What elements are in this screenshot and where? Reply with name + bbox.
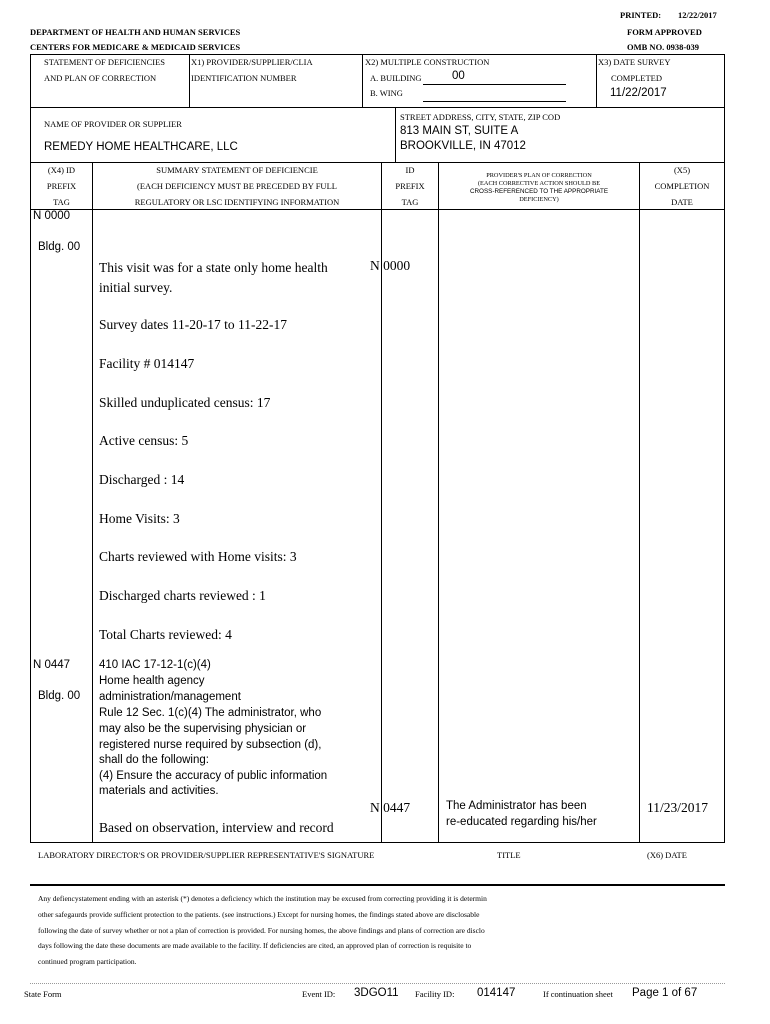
rule-line-2: Home health agency xyxy=(99,675,205,687)
event-id-value: 3DGO11 xyxy=(354,987,399,999)
bldg-n0447: Bldg. 00 xyxy=(38,690,81,702)
rule-top xyxy=(30,54,725,55)
col-summary-line1: SUMMARY STATEMENT OF DEFICIENCIE xyxy=(156,165,318,175)
rule-signature-bottom xyxy=(30,884,725,886)
printed-date: 12/22/2017 xyxy=(678,10,717,20)
rule-line-1: 410 IAC 17-12-1(c)(4) xyxy=(99,659,211,671)
provider-label: NAME OF PROVIDER OR SUPPLIER xyxy=(44,119,182,129)
multiple-construction-title: X2) MULTIPLE CONSTRUCTION xyxy=(365,57,490,67)
disclaimer-line-3: following the date of survey whether or not a plan of correction is provided. For nursing homes, the above findings and plans of correction are disclo xyxy=(38,926,485,935)
department-title: DEPARTMENT OF HEALTH AND HUMAN SERVICES xyxy=(30,27,241,37)
state-form-label: State Form xyxy=(24,989,62,999)
disclaimer-line-5: continued program participation. xyxy=(38,957,137,966)
date-survey-value: 11/22/2017 xyxy=(610,87,667,99)
col-plan-line3: CROSS-REFERENCED TO THE APPROPRIATE xyxy=(469,188,609,195)
rule-left-provider xyxy=(30,107,31,162)
bldg-n0000: Bldg. 00 xyxy=(38,241,81,253)
rule-line-3: administration/management xyxy=(99,691,241,703)
wing-underline xyxy=(423,101,566,102)
summary-home-visits: Home Visits: 3 xyxy=(99,511,180,526)
summary-survey-dates: Survey dates 11-20-17 to 11-22-17 xyxy=(99,317,287,332)
building-value: 00 xyxy=(452,70,465,82)
rule-line-8: (4) Ensure the accuracy of public information xyxy=(99,770,328,782)
plan-line-1: The Administrator has been xyxy=(446,800,587,812)
col-plan-line1: PROVIDER'S PLAN OF CORRECTION xyxy=(486,172,592,179)
disclaimer-line-2: other safegaurds provide sufficient protection to the patients. (see instructions.) Except for nursing homes, the findings stated above are disclosable xyxy=(38,910,480,919)
rule-line-5: may also be the supervising physician or xyxy=(99,723,307,735)
rule-below-colheader xyxy=(30,209,725,210)
rule-col-right xyxy=(724,162,725,842)
x6-date-label: (X6) DATE xyxy=(647,850,687,860)
col-id-line2: PREFIX xyxy=(395,181,425,191)
rule-below-boxes xyxy=(30,107,725,108)
summary-skilled-census: Skilled unduplicated census: 17 xyxy=(99,395,271,410)
disclaimer-line-4: days following the date these documents are made available to the facility. If deficiencies are cited, an approved plan of correction is requisite to xyxy=(38,941,472,950)
col-plan-line2: (EACH CORRECTIVE ACTION SHOULD BE xyxy=(477,180,601,187)
summary-facility: Facility # 014147 xyxy=(99,356,195,371)
page-number: Page 1 of 67 xyxy=(632,987,698,999)
centers-title: CENTERS FOR MEDICARE & MEDICAID SERVICES xyxy=(30,42,241,52)
continuation-label: If continuation sheet xyxy=(543,989,613,999)
col-plan-line4: DEFICIENCY) xyxy=(519,196,559,203)
col-x5-line3: DATE xyxy=(671,197,693,207)
rule-provider-divider xyxy=(395,107,396,162)
address-line2: BROOKVILLE, IN 47012 xyxy=(400,140,526,152)
tag-n0447: N 0447 xyxy=(33,659,71,671)
col-id-line3: TAG xyxy=(401,197,419,207)
id-tag-n0447: N 0447 xyxy=(370,800,411,815)
address-label: STREET ADDRESS, CITY, STATE, ZIP COD xyxy=(400,112,561,122)
tag-n0000: N 0000 xyxy=(33,210,71,222)
summary-based-on: Based on observation, interview and record xyxy=(99,820,334,835)
statement-line1: STATEMENT OF DEFICIENCIES xyxy=(44,57,166,67)
date-survey-line1: X3) DATE SURVEY xyxy=(598,57,671,67)
facility-id-value: 014147 xyxy=(477,987,516,999)
rule-col-left xyxy=(30,162,31,842)
col-summary-line2: (EACH DEFICIENCY MUST BE PRECEDED BY FULL xyxy=(137,181,337,191)
rule-line-7: shall do the following: xyxy=(99,754,209,766)
rule-line-4: Rule 12 Sec. 1(c)(4) The administrator, who xyxy=(99,707,322,719)
rule-line-9: materials and activities. xyxy=(99,785,219,797)
rule-line-6: registered nurse required by subsection (d), xyxy=(99,739,322,751)
summary-discharged-charts: Discharged charts reviewed : 1 xyxy=(99,588,266,603)
date-survey-line2: COMPLETED xyxy=(611,73,662,83)
provider-id-line1: X1) PROVIDER/SUPPLIER/CLIA xyxy=(191,57,313,67)
provider-id-line2: IDENTIFICATION NUMBER xyxy=(191,73,297,83)
provider-name: REMEDY HOME HEALTHCARE, LLC xyxy=(44,141,238,153)
col-id-line1: ID xyxy=(405,165,415,175)
summary-discharged: Discharged : 14 xyxy=(99,472,185,487)
rule-box3-right xyxy=(596,54,597,107)
rule-col-id xyxy=(438,162,439,842)
address-line1: 813 MAIN ST, SUITE A xyxy=(400,125,519,137)
statement-line2: AND PLAN OF CORRECTION xyxy=(44,73,157,83)
rule-box2-right xyxy=(362,54,363,107)
completion-date-n0447: 11/23/2017 xyxy=(647,800,709,815)
rule-left-top xyxy=(30,54,31,107)
rule-table-bottom xyxy=(30,842,725,843)
col-x4-line1: (X4) ID xyxy=(47,165,76,175)
rule-col-plan xyxy=(639,162,640,842)
rule-below-provider xyxy=(30,162,725,163)
rule-col-x4 xyxy=(92,162,93,842)
building-underline xyxy=(423,84,566,85)
summary-intro: This visit was for a state only home health initial survey. xyxy=(99,260,328,295)
col-summary-line3: REGULATORY OR LSC IDENTIFYING INFORMATION xyxy=(134,197,340,207)
facility-id-label: Facility ID: xyxy=(415,989,455,999)
title-label: TITLE xyxy=(497,850,521,860)
rule-box1-right xyxy=(189,54,190,107)
col-x5-line2: COMPLETION xyxy=(654,181,710,191)
col-x5-line1: (X5) xyxy=(673,165,691,175)
col-x4-line2: PREFIX xyxy=(46,181,77,191)
plan-line-2: re-educated regarding his/her xyxy=(446,816,597,828)
summary-active-census: Active census: 5 xyxy=(99,433,189,448)
signature-label: LABORATORY DIRECTOR'S OR PROVIDER/SUPPLIER REPRESENTATIVE'S SIGNATURE xyxy=(38,850,375,860)
rule-footer-separator xyxy=(30,983,725,984)
printed-label: PRINTED: xyxy=(620,10,662,20)
wing-label: B. WING xyxy=(370,88,403,98)
form-approved: FORM APPROVED xyxy=(627,27,702,37)
id-tag-n0000: N 0000 xyxy=(370,258,411,273)
omb-number: OMB NO. 0938-039 xyxy=(627,42,700,52)
summary-charts-home-visits: Charts reviewed with Home visits: 3 xyxy=(99,549,297,564)
event-id-label: Event ID: xyxy=(302,989,336,999)
summary-total-charts: Total Charts reviewed: 4 xyxy=(99,627,232,642)
disclaimer-line-1: Any defiencystatement ending with an asterisk (*) denotes a deficiency which the institution may be excused from correcting providing it is determin xyxy=(38,894,487,903)
building-label: A. BUILDING xyxy=(370,73,422,83)
col-x4-line3: TAG xyxy=(53,197,70,207)
